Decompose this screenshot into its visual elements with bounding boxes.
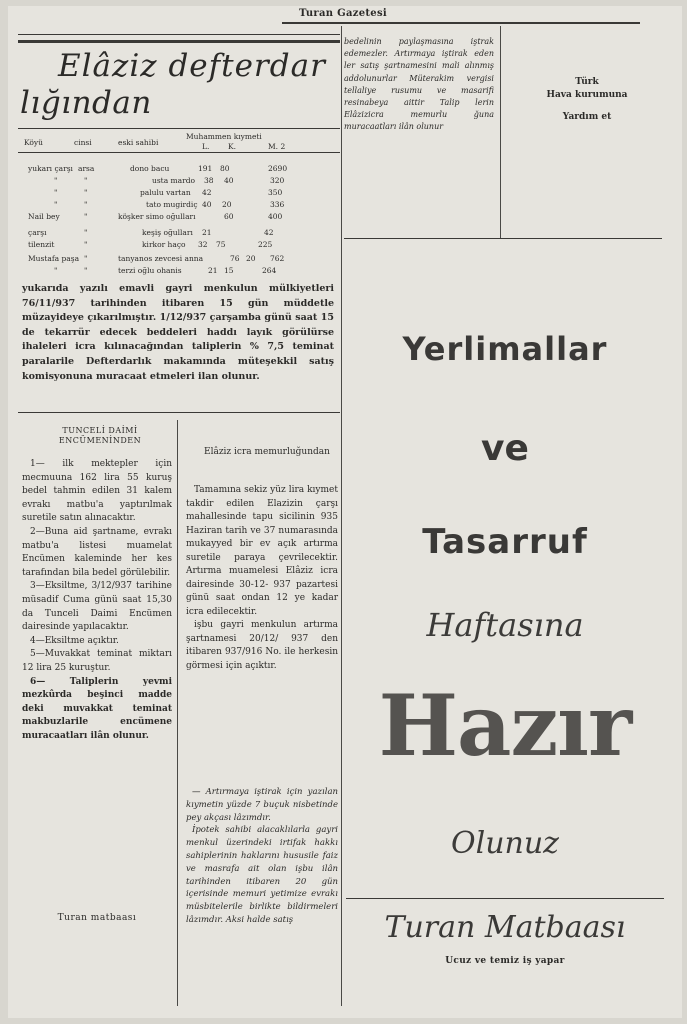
- thk-line3: Yardım et: [562, 112, 612, 122]
- masthead: Turan Gazetesi: [299, 8, 387, 19]
- ad-turan-matbaasi: Turan Matbaası: [384, 910, 626, 945]
- ad-tasarruf: Tasarruf: [422, 522, 588, 562]
- col-m2: M. 2: [268, 142, 286, 151]
- col-muhammen: Muhammen kıymeti: [186, 132, 262, 141]
- masthead-rule: [282, 22, 640, 24]
- ad-tagline: Ucuz ve temiz iş yapar: [445, 956, 565, 966]
- table-row: " " usta mardo 38 40 320: [54, 176, 285, 185]
- defterdarlik-paragraph: yukarıda yazılı emavli gayri menkulun mülkiyetleri 76/11/937 tarihinden itibaren 15 gün müddetle müzayideye çıkarılmıştır. 1/12/937 çarşamba günü saat 15 de tekarrür edecek beddeleri haddı layık görülürse ihaleleri icra kılınacağından taliplerin % 7,5 teminat paralarile Defterdarlık makamında müteşekkil satış komisyonuna muracaat etmeleri ilan olunur.: [22, 283, 334, 382]
- column-rule-mid: [177, 420, 178, 1006]
- tunceli-item: 4—Eksiltme açıktır.: [30, 635, 119, 646]
- tunceli-heading: [30, 426, 170, 446]
- ad-bottom-rule: [346, 898, 664, 899]
- col-lira: L.: [202, 142, 210, 151]
- tunceli-footer: Turan matbaası: [57, 913, 137, 923]
- column-rule-right: [341, 26, 342, 1006]
- column-rule-topright: [500, 26, 501, 238]
- tunceli-item: 6— Taliplerin yevmi mezkûrda beşinci madde deki muvakkat teminat makbuzlarile encümene muracaatları ilân olunur.: [22, 676, 172, 741]
- icra-heading: Elâziz icra memurluğundan: [204, 447, 330, 457]
- thk-line1: Türk: [575, 77, 599, 87]
- defterdarlik-title-line2: lığından: [20, 85, 152, 121]
- col-kurus: K.: [228, 142, 236, 151]
- tunceli-body: [22, 458, 172, 743]
- ad-haftasina: Haftasına: [426, 606, 584, 644]
- defterdarlik-title: [20, 48, 340, 122]
- table-row: " " tato mugirdiç 40 20 336: [54, 200, 285, 209]
- tunceli-item: 1— ilk mektepler için mecmuuna 162 lira 55 kuruş bedel tahmin edilen 31 kalem evrakı matbu'a yaptırılmak suretile satın alınacaktır.: [22, 459, 172, 524]
- defterdarlik-bottom-rule: [18, 412, 340, 413]
- tunceli-heading-line2: ENCÜMENİNDEN: [58, 436, 142, 445]
- top-left-rule-thick: [18, 40, 340, 43]
- col-eski-sahibi: eski sahibi: [118, 138, 159, 147]
- table-header-rule: [18, 152, 340, 153]
- defterdarlik-title-line1: Elâziz defterdar: [58, 48, 326, 84]
- turk-hava-kurumu-box: [512, 76, 662, 124]
- col-koyu: Köyü: [24, 138, 43, 147]
- ad-hazir: Hazır: [378, 676, 632, 775]
- col-cinsi: cinsi: [74, 138, 92, 147]
- icra-italic-paragraph: İpotek sahibi alacaklılarla gayri menkul üzerindeki irtifak hakkı sahiplerinin haklarını hususile faiz ve masrafa ait olan işbu ilân tarihinden itibaren 20 gün içerisinde memuri yetimize evrakı müsbitelerile birlikte bildirmeleri lâzımdır. Aksi halde satış: [186, 825, 338, 925]
- icra-paragraph: Tamamına sekiz yüz lira kıymet takdir edilen Elazizin çarşı mahallesinde tapu sicilinin 935 Haziran tarih ve 37 numarasında mukayyed bir ev açık artırma suretile paraya çevrilecektir. Artırma muamelesi Elâziz icra dairesinde 30-12- 937 pazartesi günü saat ondan 12 ye kadar icra edilecektir.: [186, 485, 338, 617]
- topright-bottom-rule: [344, 238, 662, 239]
- table-row: " " terzi oğlu ohanis 21 15 264: [54, 266, 277, 275]
- tunceli-item: 2—Buna aid şartname, evrakı matbu'a listesi muamelat Encümen kaleminde her kes tarafından bila bedel görülebilir.: [22, 526, 172, 578]
- icra-continuation: bedelinin paylaşmasına iştrak edemezler. Artırmaya iştirak eden ler satış şartnamesini mali alınmış addolunurlar Müterakim vergisi tellaliye rusumu ve masarifi resinabeya aittir Talip lerin Elâzizicra memurlu ğuna muracaatları ilân olunur: [344, 37, 494, 132]
- table-row: yukarı çarşı arsa dono bacu 191 80 2690: [28, 164, 288, 173]
- table-row: Mustafa paşa " tanyanos zevcesi anna 76 20 762: [28, 254, 285, 263]
- icra-body: [186, 484, 338, 673]
- icra-italic: [186, 786, 338, 927]
- table-top-rule: [18, 128, 340, 129]
- tunceli-item: 5—Muvakkat teminat miktarı 12 lira 25 kuruştur.: [22, 649, 172, 673]
- icra-italic-paragraph: — Artırmaya iştirak için yazılan kıymetin yüzde 7 buçuk nisbetinde pey akçası lâzımdır.: [186, 787, 338, 823]
- icra-paragraph: işbu gayri menkulun artırma şartnamesi 20/12/ 937 den itibaren 937/916 No. ile herkesin görmesi için açıktır.: [186, 620, 338, 671]
- table-row: çarşı " keşiş oğulları 21 42: [28, 228, 274, 237]
- ad-yerlimallar: Yerlimallar: [402, 330, 608, 368]
- ad-ve: ve: [481, 428, 529, 469]
- ad-olunuz: Olunuz: [451, 826, 559, 861]
- thk-line2: Hava kurumuna: [546, 90, 628, 100]
- tunceli-item: 3—Eksiltme, 3/12/937 tarihine müsadif Cuma günü saat 15,30 da Tunceli Daimi Encümen dairesinde yapılacaktır.: [22, 581, 172, 633]
- top-left-rule: [18, 34, 340, 35]
- table-row: tilenzit " kirkor haço 32 75 225: [28, 240, 273, 249]
- table-row: Nail bey " köşker simo oğulları 60 400: [28, 212, 283, 221]
- tunceli-heading-line1: TUNCELİ DAİMİ: [62, 426, 138, 435]
- table-row: " " palulu vartan 42 350: [54, 188, 283, 197]
